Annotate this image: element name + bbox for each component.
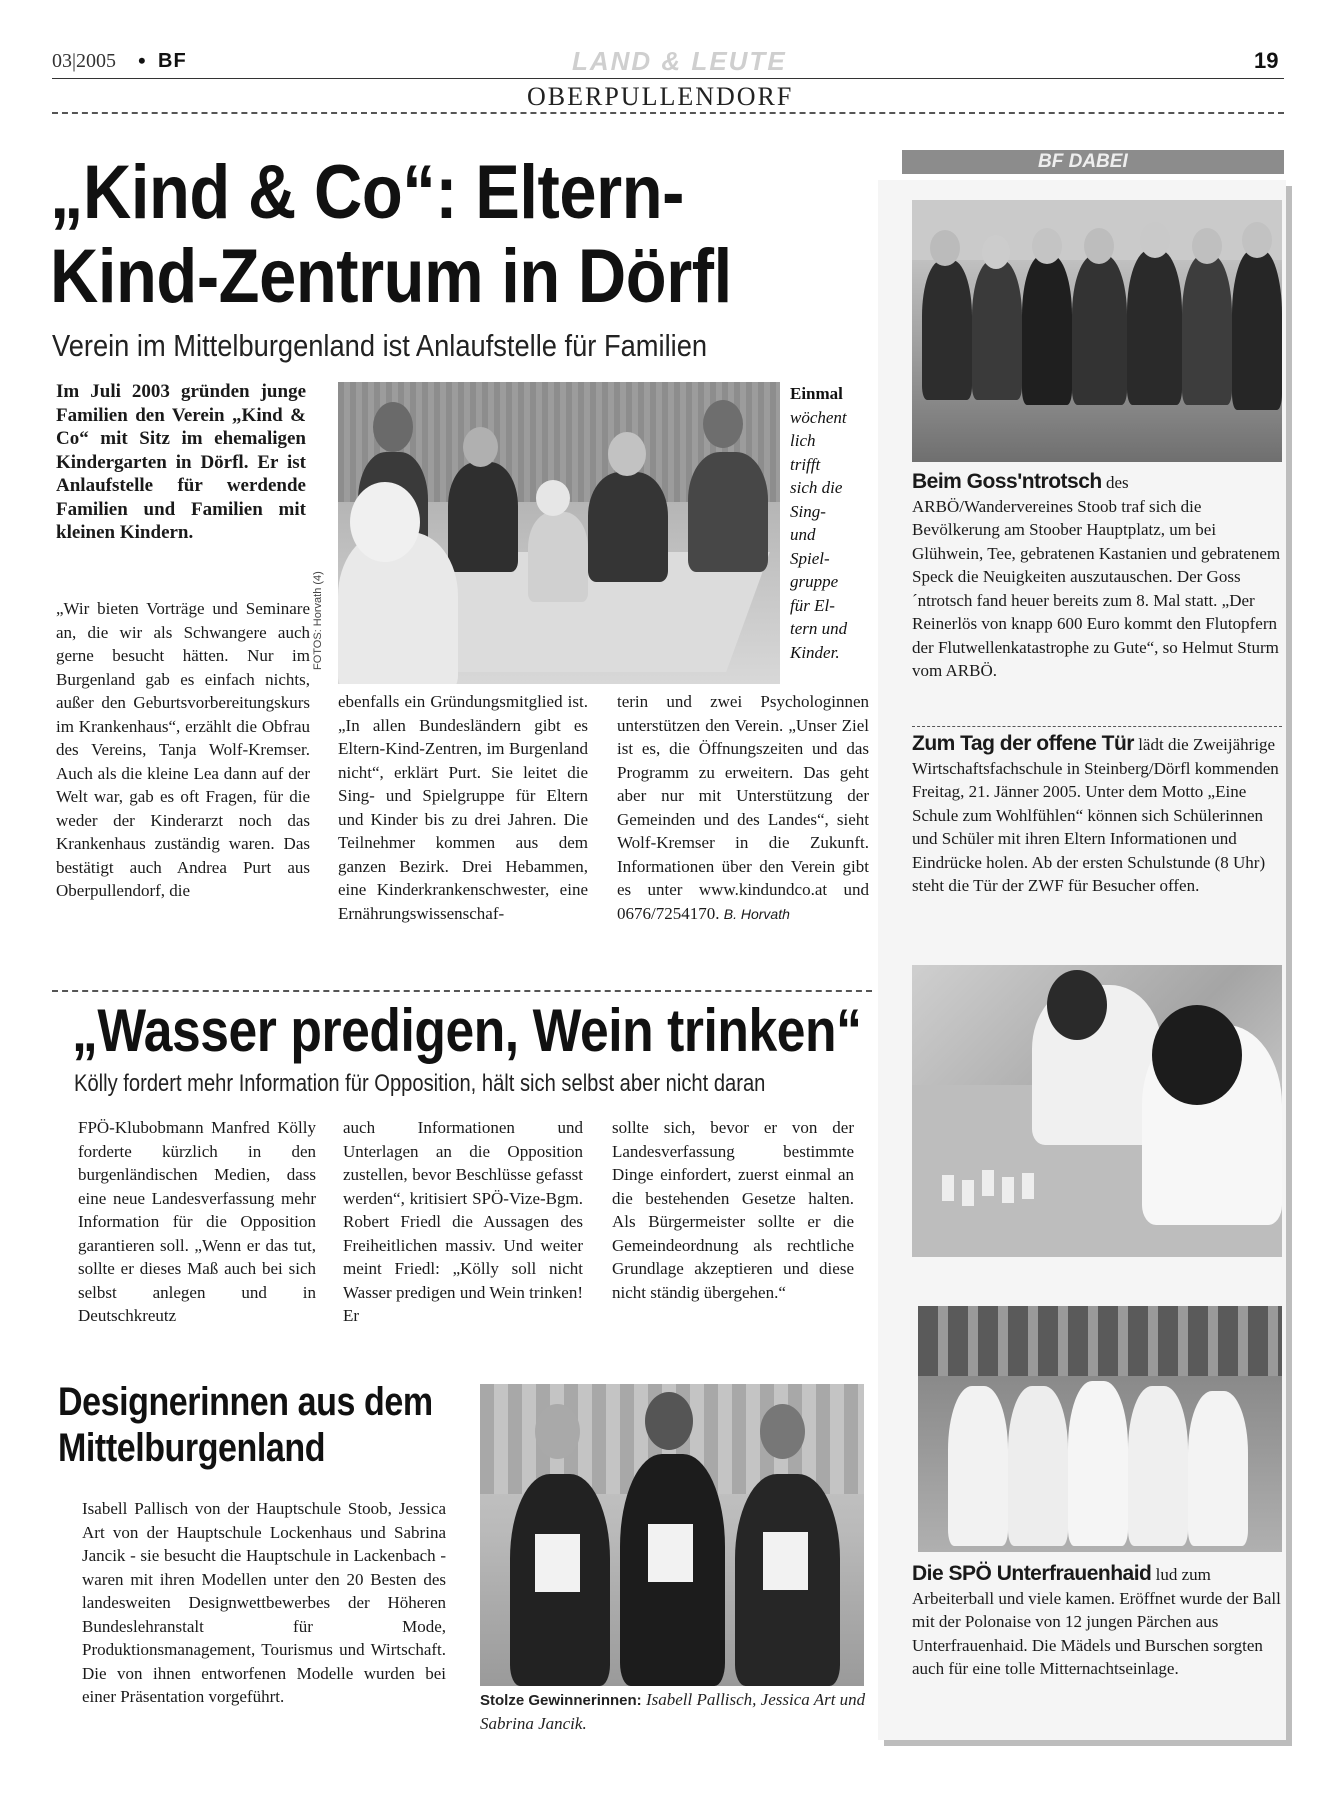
design-headline-line2: Mittelburgenland xyxy=(58,1426,326,1470)
sidebar-title: BF DABEI xyxy=(1038,151,1128,172)
caption-line: und xyxy=(790,525,816,544)
sidebar-item-open-day-title: Zum Tag der offene Tür xyxy=(912,732,1134,755)
sidebar-item-gossntrotsch xyxy=(912,470,1282,683)
caption-line: tern und xyxy=(790,619,848,638)
caption-first-word: Einmal xyxy=(790,384,843,403)
sidebar-item-spoe-ball xyxy=(912,1562,1282,1681)
main-body-col3-text: terin und zwei Psychologinnen unterstützen den Verein. „Unser Ziel ist es, die Öffnungszeiten und das Programm zu erweitern. Das geht aber nur mit Unterstützung der Gemeinden und des Landes“, sieht Wolf-Kremser in die Zukunft. Informationen über den Verein gibt es unter www.kindundco.at und 0676/7254170. xyxy=(617,692,869,923)
gossntrotsch-photo xyxy=(912,200,1282,462)
caption-line: Sing- xyxy=(790,501,826,521)
sidebar-item-gossntrotsch-text: des ARBÖ/Wandervereines Stoob traf sich die Bevölkerung am Stoober Hauptplatz, um bei Glühwein, Tee, gebratenen Kastanien und gebratenem Speck die Neuigkeiten auszutauschen. Der Goss´ntrotsch fand heuer bereits zum 8. Mal statt. „Der Reinerlös von knapp 600 Euro kommt den Flutopfern der Flutwellenkatastrophe zu Gute“, so Helmut Sturm vom ARBÖ. xyxy=(912,473,1281,680)
caption-line: lich xyxy=(790,431,816,450)
page-number: 19 xyxy=(1254,48,1279,73)
sidebar-item-gossntrotsch-title: Beim Goss'ntrotsch xyxy=(912,470,1102,493)
wasser-headline: „Wasser predigen, Wein trinken“ xyxy=(72,997,862,1064)
sidebar-header xyxy=(902,150,1284,174)
main-body-col3 xyxy=(617,690,869,926)
caption-line: Kinder. xyxy=(790,642,840,662)
wasser-body-col1: FPÖ-Klubobmann Manfred Kölly forderte kürzlich in den burgenländischen Medien, dass eine neue Landesverfassung mehr Information für die Opposition garantieren soll. „Wenn er das tut, sollte er dieses Maß auch bei sich selbst anlegen und in Deutschkreutz xyxy=(78,1118,316,1325)
wasser-body-col2: auch Informationen und Unterlagen an die Opposition zustellen, bevor Beschlüsse gefasst werden“, kritisiert SPÖ-Vize-Bgm. Robert Friedl die Aussagen des Freiheitlichen massiv. Und weiter meint Friedl: „Kölly soll nicht Wasser predigen und Wein trinken! Er xyxy=(343,1118,583,1325)
caption-line: gruppe xyxy=(790,572,839,591)
author-byline: B. Horvath xyxy=(723,905,790,922)
sidebar-dashed-rule xyxy=(912,726,1282,727)
winners-caption-text: Isabell Pallisch, Jessica Art und Sabrina Jancik. xyxy=(480,1690,866,1733)
main-headline-line2: Kind-Zentrum in Dörfl xyxy=(50,234,732,319)
caption-line: trifft xyxy=(790,454,821,474)
header-dashed-rule xyxy=(52,112,1284,114)
region-title: OBERPULLENDORF xyxy=(527,82,794,111)
sidebar-item-open-day xyxy=(912,732,1282,898)
main-body-col1: „Wir bieten Vorträge und Seminare an, die wir als Schwangere auch gerne besucht hätten. Nur im Burgenland gab es einfach nichts, außer den Geburtsvorbereitungskurs im Krankenhaus“, erzählt die Obfrau des Vereins, Tanja Wolf-Kremser. Auch als die kleine Lea dann auf der Welt war, gab es oft Fragen, für die weder der Kinderarzt noch das Krankenhaus zuständig waren. Das bestätigt auch Andrea Purt aus Oberpullendorf, die xyxy=(56,599,310,900)
section-title: LAND & LEUTE xyxy=(572,46,787,76)
main-body-col2: ebenfalls ein Gründungsmitglied ist. „In allen Bundesländern gibt es Eltern-Kind-Zentren, im Burgenland nicht“, erklärt Purt. Sie leitet die Sing- und Spielgruppe für Eltern und Kinder bis zu drei Jahren. Die Teilnehmer kommen aus dem ganzen Bezirk. Drei Hebammen, eine Kinderkrankenschwester, eine Ernährungswissenschaf- xyxy=(338,692,588,923)
main-photo-caption xyxy=(790,382,860,664)
brand-label: BF xyxy=(158,50,187,72)
school-open-day-photo xyxy=(912,965,1282,1257)
main-lead: Im Juli 2003 gründen junge Familien den Verein „Kind & Co“ mit Sitz im ehemaligen Kindergarten in Dörfl. Er ist Anlaufstelle für werdende Familien und Familien mit kleinen Kindern. xyxy=(56,381,306,543)
issue-date: 03|2005 xyxy=(52,50,117,72)
wasser-body-col3: sollte sich, bevor er von der Landesverfassung bestimmte Dinge einfordert, zuerst einmal an die bestehenden Gesetze halten. Als Bürgermeister sollte er die Gemeindeordnung als rechtliche Grundlage akzeptieren und diese nicht ständig übergehen.“ xyxy=(612,1118,854,1302)
winners-caption-label: Stolze Gewinnerinnen: xyxy=(480,1692,642,1709)
caption-line: wöchent xyxy=(790,407,847,427)
sidebar-item-open-day-text: lädt die Zweijährige Wirtschaftsfachschule in Steinberg/Dörfl kommenden Freitag, 21. Jänner 2005. Unter dem Motto „Eine Schule zum Wohlfühlen“ können sich Schülerinnen und Schüler mit ihren Eltern Informationen und Eindrücke holen. Ab der ersten Schulstunde (8 Uhr) steht die Tür der ZWF für Besucher offen. xyxy=(912,735,1279,895)
winners-caption xyxy=(480,1688,866,1735)
winners-photo xyxy=(480,1384,864,1686)
main-bottom-dashed-rule xyxy=(52,990,872,992)
sidebar-item-spoe-ball-title: Die SPÖ Unterfrauenhaid xyxy=(912,1562,1152,1585)
main-headline-line1: „Kind & Co“: Eltern- xyxy=(50,150,684,235)
bullet-separator: • xyxy=(138,48,146,73)
wasser-subheadline: Kölly fordert mehr Information für Opposition, hält sich selbst aber nicht daran xyxy=(74,1070,766,1097)
caption-line: sich die xyxy=(790,478,843,497)
caption-line: Spiel- xyxy=(790,548,830,568)
ball-polonaise-photo xyxy=(918,1306,1282,1552)
design-headline-line1: Designerinnen aus dem xyxy=(58,1380,433,1424)
header-rule xyxy=(52,78,1284,79)
parent-child-group-photo xyxy=(338,382,780,684)
main-subheadline: Verein im Mittelburgenland ist Anlaufstelle für Familien xyxy=(52,328,708,363)
photo-credit: FOTOS: Horvath (4) xyxy=(312,571,324,670)
caption-line: für El- xyxy=(790,595,835,615)
sidebar-item-spoe-ball-text: lud zum Arbeiterball und viele kamen. Eröffnet wurde der Ball mit der Polonaise von 12 jungen Pärchen aus Unterfrauenhaid. Die Mädels und Burschen sorgten auch für eine tolle Mitternachtseinlage. xyxy=(912,1565,1281,1678)
design-body: Isabell Pallisch von der Hauptschule Stoob, Jessica Art von der Hauptschule Lockenhaus und Sabrina Jancik - sie besucht die Hauptschule in Lackenbach - waren mit ihren Modellen unter den 20 Besten des landesweiten Designwettbewerbes der Höheren Bundeslehranstalt für Mode, Produktionsmanagement, Tourismus und Wirtschaft. Die von ihnen entworfenen Modelle wurden bei einer Präsentation vorgeführt. xyxy=(82,1499,446,1706)
